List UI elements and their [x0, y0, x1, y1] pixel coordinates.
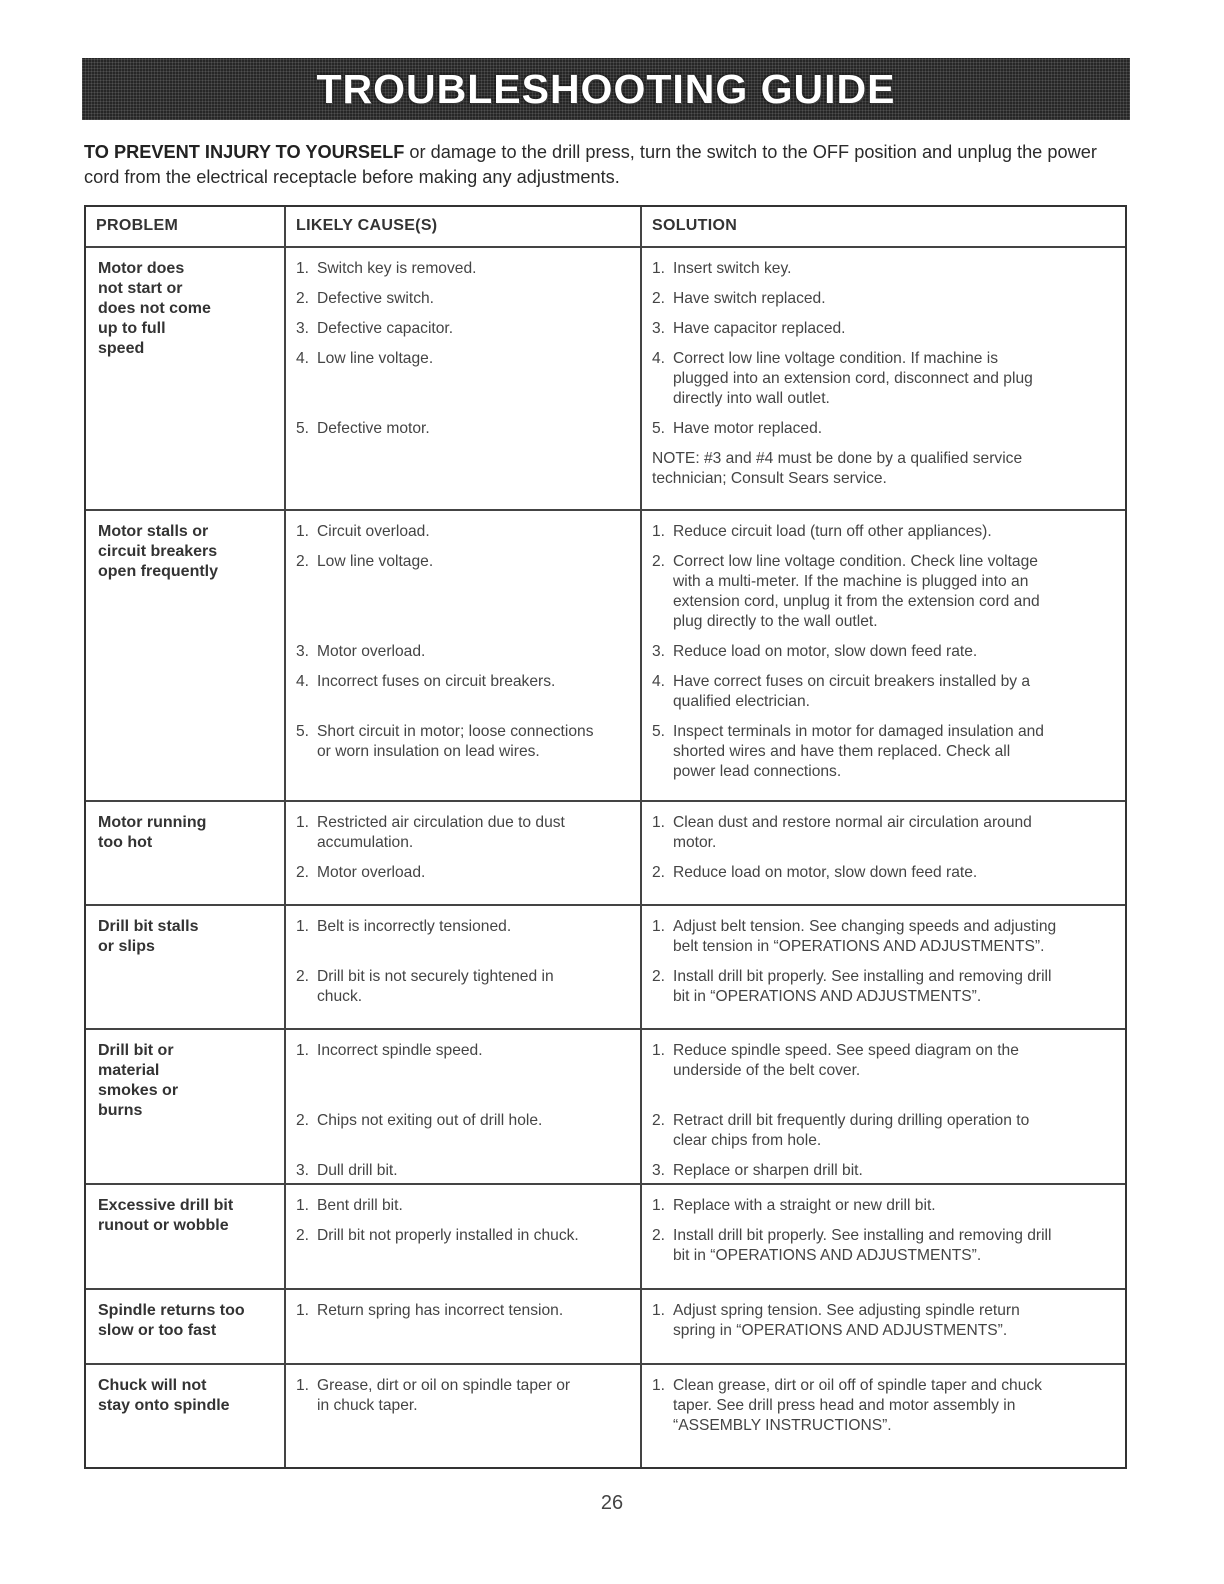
- list-item: [652, 259, 1119, 279]
- problem-text: Drill bit stalls or slips: [98, 918, 199, 955]
- list-item: [296, 289, 636, 309]
- item-number: 2.: [652, 968, 666, 985]
- problem-cell: [86, 248, 286, 509]
- item-number: 4.: [652, 673, 666, 690]
- item-number: 3.: [652, 1162, 666, 1179]
- problem-text: Chuck will not stay onto spindle: [98, 1377, 230, 1414]
- item-number: 2.: [296, 1227, 310, 1244]
- item-text: Insert switch key.: [673, 260, 792, 277]
- causes-cell: [286, 1185, 642, 1288]
- problem-text: Motor does not start or does not come up to full speed: [98, 260, 211, 357]
- item-number: 5.: [296, 420, 310, 437]
- table-row: [86, 511, 1125, 802]
- item-number: 1.: [296, 918, 310, 935]
- causes-cell: [286, 1365, 642, 1467]
- problem-text: Motor running too hot: [98, 814, 207, 851]
- item-text: Install drill bit properly. See installing and removing drill bit in “OPERATIONS AND ADJUSTMENTS”.: [673, 1227, 1052, 1264]
- item-text: Grease, dirt or oil on spindle taper or in chuck taper.: [317, 1377, 571, 1414]
- problem-text: Drill bit or material smokes or burns: [98, 1042, 179, 1119]
- item-number: 3.: [296, 643, 310, 660]
- list-item: [652, 722, 1119, 782]
- item-text: Correct low line voltage condition. Check line voltage with a multi-meter. If the machine is plugged into an extension cord, unplug it from the extension cord and plug directly to the wall outlet.: [673, 553, 1040, 630]
- solutions-cell: [642, 802, 1125, 904]
- item-number: 1.: [652, 1197, 666, 1214]
- solutions-cell: [642, 248, 1125, 509]
- problem-text: Motor stalls or circuit breakers open frequently: [98, 523, 219, 580]
- item-text: Bent drill bit.: [317, 1197, 403, 1214]
- list-item: [296, 349, 636, 369]
- problem-cell: [86, 1185, 286, 1288]
- list-item: [652, 813, 1119, 853]
- header-problem: PROBLEM: [86, 207, 286, 246]
- list-item: [652, 552, 1119, 632]
- item-number: 2.: [652, 1112, 666, 1129]
- item-number: 4.: [296, 673, 310, 690]
- item-number: 5.: [652, 723, 666, 740]
- item-number: 4.: [296, 350, 310, 367]
- item-text: Have capacitor replaced.: [673, 320, 846, 337]
- list-item: [296, 967, 636, 1007]
- item-number: 2.: [652, 864, 666, 881]
- list-item: [296, 1111, 636, 1131]
- item-number: 1.: [652, 1377, 666, 1394]
- solutions-cell: [642, 511, 1125, 800]
- item-text: Incorrect fuses on circuit breakers.: [317, 673, 556, 690]
- item-text: Reduce spindle speed. See speed diagram on the underside of the belt cover.: [673, 1042, 1019, 1079]
- solutions-cell: [642, 1185, 1125, 1288]
- item-number: 2.: [652, 1227, 666, 1244]
- item-number: 1.: [296, 260, 310, 277]
- item-number: 2.: [296, 1112, 310, 1129]
- item-number: 2.: [296, 553, 310, 570]
- title-banner: [82, 58, 1130, 120]
- warning-text: or damage to the drill press, turn the switch to the OFF position and unplug the power cord from the electrical receptacle before making any adjustments.: [84, 142, 1097, 187]
- list-item: [296, 1161, 636, 1181]
- page-title: TROUBLESHOOTING GUIDE: [316, 65, 896, 112]
- item-number: 1.: [296, 1042, 310, 1059]
- item-number: 4.: [652, 350, 666, 367]
- list-item: [296, 813, 636, 853]
- item-text: Reduce circuit load (turn off other appliances).: [673, 523, 992, 540]
- item-text: Defective switch.: [317, 290, 434, 307]
- item-number: 1.: [652, 814, 666, 831]
- item-text: Restricted air circulation due to dust accumulation.: [317, 814, 565, 851]
- list-item: [296, 672, 636, 692]
- causes-cell: [286, 802, 642, 904]
- item-text: Motor overload.: [317, 864, 426, 881]
- item-text: Return spring has incorrect tension.: [317, 1302, 564, 1319]
- list-item: [652, 419, 1119, 439]
- list-item: [652, 672, 1119, 712]
- list-item: [296, 1376, 636, 1416]
- warning-emphasis: TO PREVENT INJURY TO YOURSELF: [84, 142, 405, 162]
- table-row: [86, 248, 1125, 511]
- item-number: 1.: [296, 1197, 310, 1214]
- item-text: Chips not exiting out of drill hole.: [317, 1112, 543, 1129]
- list-item: [296, 917, 636, 937]
- causes-cell: [286, 1030, 642, 1183]
- list-item: [296, 1301, 636, 1321]
- item-text: Drill bit is not securely tightened in chuck.: [317, 968, 554, 1005]
- page-number: 26: [600, 1492, 624, 1514]
- item-text: Have switch replaced.: [673, 290, 826, 307]
- item-text: Install drill bit properly. See installing and removing drill bit in “OPERATIONS AND ADJUSTMENTS”.: [673, 968, 1052, 1005]
- service-note: NOTE: #3 and #4 must be done by a qualified service technician; Consult Sears service.: [652, 450, 1023, 487]
- item-text: Correct low line voltage condition. If machine is plugged into an extension cord, disconnect and plug directly into wall outlet.: [673, 350, 1033, 407]
- item-number: 1.: [296, 1377, 310, 1394]
- list-item: [296, 1226, 636, 1246]
- problem-cell: [86, 802, 286, 904]
- list-item: [652, 319, 1119, 339]
- item-number: 1.: [296, 814, 310, 831]
- problem-cell: [86, 1290, 286, 1363]
- causes-cell: [286, 1290, 642, 1363]
- item-number: 3.: [296, 320, 310, 337]
- item-number: 1.: [652, 260, 666, 277]
- item-text: Drill bit not properly installed in chuck.: [317, 1227, 579, 1244]
- problem-cell: [86, 511, 286, 800]
- list-item: [296, 522, 636, 542]
- item-text: Replace with a straight or new drill bit.: [673, 1197, 936, 1214]
- header-likely-causes: LIKELY CAUSE(S): [286, 207, 642, 246]
- table-row: [86, 1030, 1125, 1185]
- item-text: Belt is incorrectly tensioned.: [317, 918, 512, 935]
- item-number: 1.: [652, 918, 666, 935]
- item-text: Defective capacitor.: [317, 320, 454, 337]
- troubleshooting-table: [84, 205, 1127, 1469]
- list-item: [652, 967, 1119, 1007]
- item-text: Adjust spring tension. See adjusting spindle return spring in “OPERATIONS AND ADJUSTMENTS”.: [673, 1302, 1020, 1339]
- table-row: [86, 802, 1125, 906]
- problem-text: Spindle returns too slow or too fast: [98, 1302, 245, 1339]
- list-item: [652, 642, 1119, 662]
- list-item: [652, 1041, 1119, 1081]
- list-item: [296, 319, 636, 339]
- item-text: Motor overload.: [317, 643, 426, 660]
- list-item: [652, 349, 1119, 409]
- item-text: Have motor replaced.: [673, 420, 823, 437]
- problem-cell: [86, 906, 286, 1028]
- list-item: [296, 863, 636, 883]
- table-row: [86, 1365, 1125, 1467]
- item-text: Switch key is removed.: [317, 260, 477, 277]
- solutions-cell: [642, 1030, 1125, 1183]
- item-text: Reduce load on motor, slow down feed rate.: [673, 643, 978, 660]
- item-number: 1.: [296, 1302, 310, 1319]
- list-item: [652, 1111, 1119, 1151]
- solutions-cell: [642, 1290, 1125, 1363]
- item-number: 3.: [652, 643, 666, 660]
- list-item: [652, 917, 1119, 957]
- item-number: 5.: [296, 723, 310, 740]
- list-item: [296, 259, 636, 279]
- list-item: [652, 1301, 1119, 1341]
- item-text: Have correct fuses on circuit breakers installed by a qualified electrician.: [673, 673, 1031, 710]
- problem-cell: [86, 1365, 286, 1467]
- item-text: Adjust belt tension. See changing speeds and adjusting belt tension in “OPERATIONS AND ADJUSTMENTS”.: [673, 918, 1057, 955]
- header-solution: SOLUTION: [652, 217, 738, 234]
- problem-cell: [86, 1030, 286, 1183]
- item-number: 5.: [652, 420, 666, 437]
- item-number: 3.: [652, 320, 666, 337]
- item-text: Short circuit in motor; loose connections or worn insulation on lead wires.: [317, 723, 594, 760]
- safety-warning: [84, 140, 1124, 190]
- item-text: Low line voltage.: [317, 350, 434, 367]
- item-text: Defective motor.: [317, 420, 430, 437]
- list-item: [296, 722, 636, 762]
- list-item: [652, 1196, 1119, 1216]
- causes-cell: [286, 248, 642, 509]
- item-number: 2.: [296, 290, 310, 307]
- list-item: [652, 1226, 1119, 1266]
- table-header-row: [86, 207, 1125, 248]
- list-item: [296, 1196, 636, 1216]
- item-number: 2.: [296, 864, 310, 881]
- list-item: [652, 1161, 1119, 1181]
- item-text: Incorrect spindle speed.: [317, 1042, 483, 1059]
- item-text: Inspect terminals in motor for damaged insulation and shorted wires and have them replaced. Check all power lead connections.: [673, 723, 1044, 780]
- list-item: [652, 1376, 1119, 1436]
- table-row: [86, 1290, 1125, 1365]
- list-item: [296, 1041, 636, 1061]
- item-text: Circuit overload.: [317, 523, 430, 540]
- causes-cell: [286, 906, 642, 1028]
- table-body: [86, 248, 1125, 1467]
- item-text: Retract drill bit frequently during drilling operation to clear chips from hole.: [673, 1112, 1030, 1149]
- list-item: [652, 289, 1119, 309]
- item-number: 2.: [296, 968, 310, 985]
- item-number: 2.: [652, 290, 666, 307]
- item-text: Reduce load on motor, slow down feed rate.: [673, 864, 978, 881]
- item-number: 1.: [652, 523, 666, 540]
- item-text: Replace or sharpen drill bit.: [673, 1162, 863, 1179]
- list-item: [296, 419, 636, 439]
- table-row: [86, 1185, 1125, 1290]
- item-number: 3.: [296, 1162, 310, 1179]
- item-text: Low line voltage.: [317, 553, 434, 570]
- list-item: [652, 863, 1119, 883]
- list-item: [296, 552, 636, 572]
- list-item: [296, 642, 636, 662]
- causes-cell: [286, 511, 642, 800]
- solutions-cell: [642, 1365, 1125, 1467]
- solutions-cell: [642, 906, 1125, 1028]
- item-number: 1.: [296, 523, 310, 540]
- table-row: [86, 906, 1125, 1030]
- item-text: Clean dust and restore normal air circulation around motor.: [673, 814, 1032, 851]
- list-item: [652, 522, 1119, 542]
- item-text: Dull drill bit.: [317, 1162, 398, 1179]
- item-number: 1.: [652, 1302, 666, 1319]
- item-number: 2.: [652, 553, 666, 570]
- problem-text: Excessive drill bit runout or wobble: [98, 1197, 234, 1234]
- item-text: Clean grease, dirt or oil off of spindle taper and chuck taper. See drill press head and motor assembly in “ASSEMBLY INSTRUCTIONS”.: [673, 1377, 1042, 1434]
- item-number: 1.: [652, 1042, 666, 1059]
